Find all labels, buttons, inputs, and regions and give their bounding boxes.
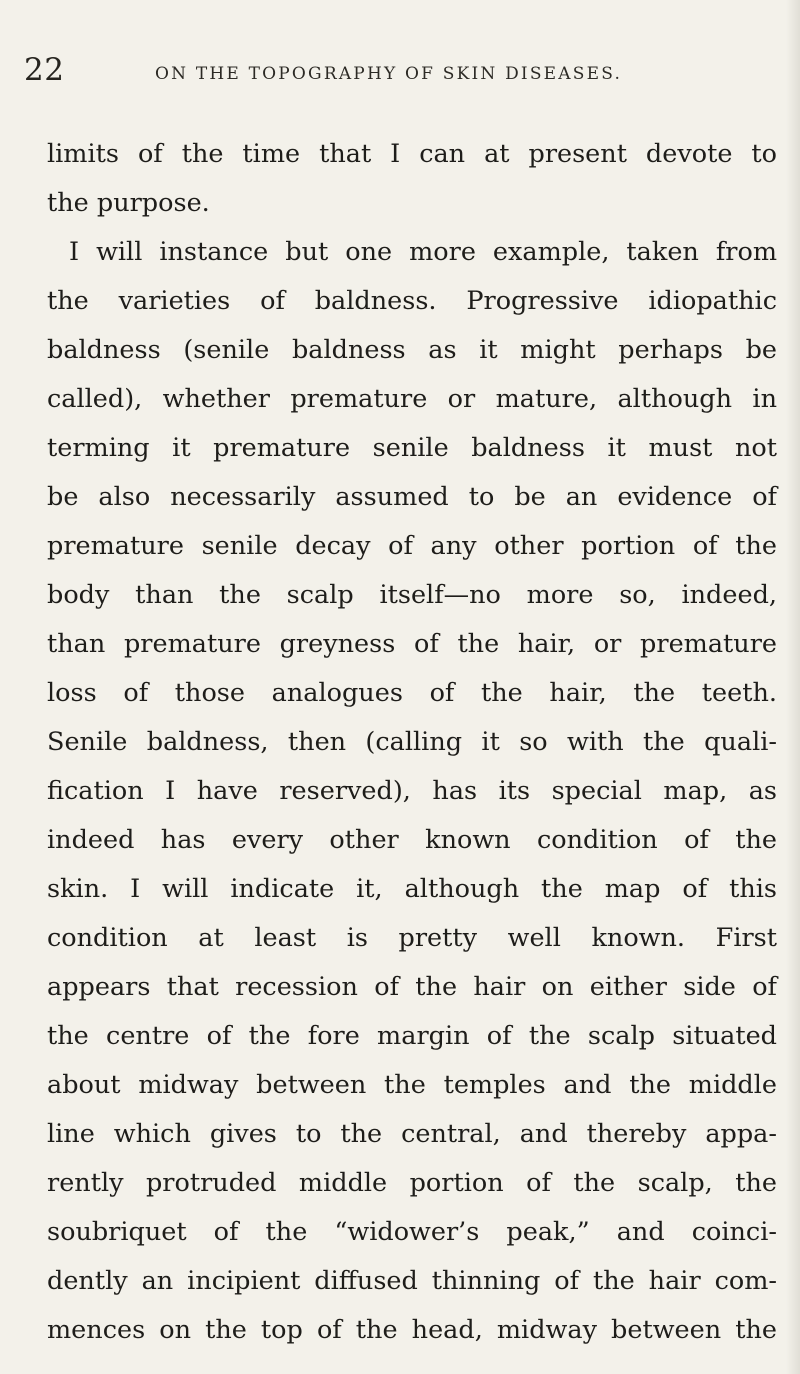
- text-line: condition at least is pretty well known. First: [47, 923, 777, 953]
- body-text: [47, 130, 777, 1355]
- text-line: I will instance but one more example, taken from: [69, 237, 777, 267]
- text-line: premature senile decay of any other portion of the: [47, 531, 777, 561]
- text-line: the centre of the fore margin of the scalp situated: [47, 1021, 777, 1051]
- text-line: line which gives to the central, and thereby appa-: [47, 1119, 777, 1149]
- page-edge-shadow: [786, 0, 800, 1374]
- text-line: about midway between the temples and the middle: [47, 1070, 777, 1100]
- text-line: Senile baldness, then (calling it so with the quali-: [47, 727, 777, 757]
- text-line: fication I have reserved), has its special map, as: [47, 776, 777, 806]
- page-number: 22: [24, 52, 65, 88]
- text-line: rently protruded middle portion of the scalp, the: [47, 1168, 777, 1198]
- running-head-title: ON THE TOPOGRAPHY OF SKIN DISEASES.: [155, 64, 623, 84]
- text-line: baldness (senile baldness as it might perhaps be: [47, 335, 777, 365]
- text-line: dently an incipient diffused thinning of the hair com-: [47, 1266, 777, 1296]
- text-line: be also necessarily assumed to be an evidence of: [47, 482, 777, 512]
- text-line: body than the scalp itself—no more so, indeed,: [47, 580, 777, 610]
- text-line: the varieties of baldness. Progressive idiopathic: [47, 286, 777, 316]
- text-line: mences on the top of the head, midway between the: [47, 1315, 777, 1345]
- text-line: called), whether premature or mature, although in: [47, 384, 777, 414]
- text-line: limits of the time that I can at present devote to: [47, 139, 777, 169]
- text-line: appears that recession of the hair on either side of: [47, 972, 777, 1002]
- text-line: than premature greyness of the hair, or premature: [47, 629, 777, 659]
- text-line: skin. I will indicate it, although the map of this: [47, 874, 777, 904]
- text-line: the purpose.: [47, 188, 210, 218]
- text-line: loss of those analogues of the hair, the teeth.: [47, 678, 777, 708]
- text-line: soubriquet of the “widower’s peak,” and coinci-: [47, 1217, 777, 1247]
- text-line: terming it premature senile baldness it must not: [47, 433, 777, 463]
- text-line: indeed has every other known condition of the: [47, 825, 777, 855]
